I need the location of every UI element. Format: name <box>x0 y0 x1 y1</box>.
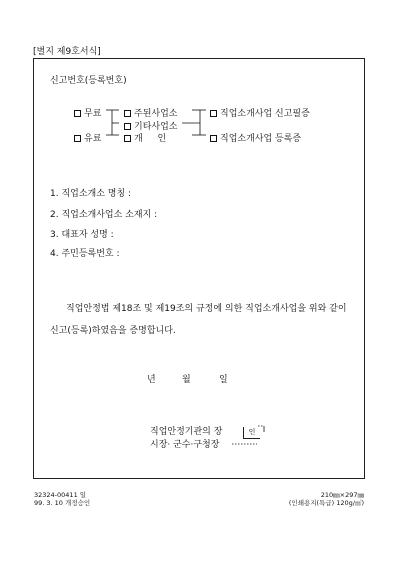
authority-line-1: 직업안정기관의 장 <box>150 427 223 437</box>
checkbox-other-office-label: 기타사업소 <box>134 122 178 132</box>
footer-code-line-2: 99. 3. 10 개정승인 <box>34 499 91 507</box>
seal-label: 인 <box>248 428 256 436</box>
checkbox-paid-label: 유료 <box>84 134 102 144</box>
field-resident-number: 4. 주민등록번호 : <box>50 249 120 259</box>
date-month: 월 <box>182 375 191 385</box>
footer-size-line-2: (인쇄용지(특급) 120g/㎡) <box>288 499 364 507</box>
form-label: [별지 제9호서식] <box>33 47 101 57</box>
report-number-label: 신고번호(등록번호) <box>50 76 127 86</box>
date-year: 년 <box>147 375 156 385</box>
checkbox-report-certificate-label: 직업소개사업 신고필증 <box>220 109 310 119</box>
date-day: 일 <box>219 375 228 385</box>
field-office-address: 2. 직업소개사업소 소재지 : <box>50 210 158 220</box>
checkbox-registration-certificate-label: 직업소개사업 등록증 <box>220 134 302 144</box>
authority-line-2: 시장· 군수·구청장 <box>150 440 220 450</box>
field-office-name: 1. 직업소개소 명칭 : <box>50 189 132 199</box>
footer-code-line-1: 32324-00411 일 <box>34 491 87 499</box>
footer-size-line-1: 210㎜×297㎜ <box>320 491 364 499</box>
field-representative-name: 3. 대표자 성명 : <box>50 230 114 240</box>
checkbox-main-office-label: 주된사업소 <box>134 109 178 119</box>
checkbox-free-label: 무료 <box>84 109 102 119</box>
statement-line-2: 신고(등록)하였음을 증명합니다. <box>50 326 176 336</box>
statement-line-1: 직업안정법 제18조 및 제19조의 규정에 의한 직업소개사업을 위와 같이 <box>66 304 347 314</box>
checkbox-individual-label: 개 인 <box>134 134 173 144</box>
